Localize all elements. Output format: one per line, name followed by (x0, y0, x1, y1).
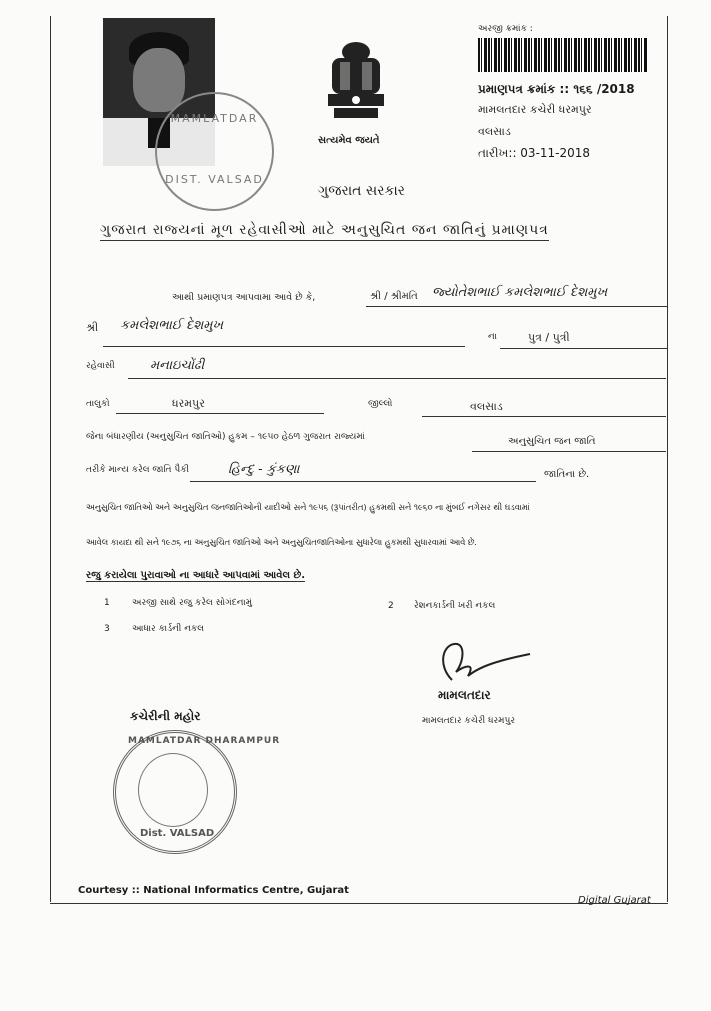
doc-2-number: 2 (388, 601, 394, 611)
category: અનુસુચિત જન જાતિ (508, 436, 596, 447)
frame-bottom-rule (50, 903, 668, 904)
paragraph-2: આવેલ કાયદા થી સને ૧૯૭૬ ના અનુસુચિત જાતિઓ અને અનુસુચિતજાતિઓના સુધારેલા હુકમથી સુધારવામાં આવે છે. (86, 537, 477, 547)
shri-label: શ્રી (86, 321, 99, 334)
taluka-underline (116, 413, 324, 414)
emblem-motto: સત્યમેવ જયતે (318, 135, 380, 146)
doc-3-number: 3 (104, 624, 110, 634)
photo-stamp: MAMLATDAR DIST. VALSAD (155, 92, 274, 211)
paragraph-1: અનુસુચિત જાતિઓ અને અનુસુચિત જનજાતિઓની યાદીઓ સને ૧૯૫૬ (રૂપાંતરીત) હુકમથી સને ૧૯૬૦ ના મુંબઈ નગેસર થી ઘડવામાં (86, 502, 530, 512)
order-text: જેના બંધારણીય (અનુસુચિત જાતિઓ) હુકમ – ૧૯૫૦ હેઠળ ગુજરાત રાજ્યમાં (86, 432, 365, 442)
signatory-title: મામલતદાર (438, 688, 491, 702)
seal-top-text: MAMLATDAR DHARAMPUR (128, 736, 281, 746)
caste: હિન્દુ - કુંકણા (228, 462, 300, 477)
doc-3-text: આધાર કાર્ડની નકલ (132, 624, 205, 634)
father-name: કમલેશભાઈ દેશમુખ (120, 318, 224, 333)
recognized-text: તરીકે માન્ય કરેલ જાતિ પૈકી (86, 465, 190, 475)
caste-underline (190, 481, 536, 482)
na-label: ના (488, 332, 497, 342)
taluka: ધરમપુર (172, 397, 205, 410)
barcode (478, 38, 648, 72)
resident-label: રહેવાસી (86, 361, 115, 371)
office-seal-label: કચેરીની મહોર (130, 709, 201, 723)
application-number-label: અરજી ક્રમાંક : (478, 24, 533, 34)
applicant-name: જ્યોતેશભાઈ કમલેશભાઈ દેશમુખ (432, 285, 608, 300)
header-office: મામલતદાર કચેરી ધરમપુર (478, 103, 592, 116)
intro-text: આથી પ્રમાણપત્ર આપવામા આવે છે કે, (172, 292, 316, 303)
digital-gujarat-brand: Digital Gujarat (578, 895, 651, 906)
category-underline (472, 451, 666, 452)
certificate-number: પ્રમાણપત્ર ક્રમાંક :: ૧૬૬ /2018 (478, 82, 635, 96)
district: વલસાડ (470, 400, 503, 413)
government-title: ગુજરાત સરકાર (318, 183, 405, 199)
office-seal-emblem-icon (138, 753, 208, 827)
honorific: શ્રી / શ્રીમતિ (370, 291, 418, 302)
district-label: જીલ્લો (368, 399, 393, 409)
signature-icon (418, 636, 538, 692)
father-underline (103, 346, 465, 347)
caste-suffix: જાતિના છે. (544, 469, 590, 480)
courtesy-text: Courtesy :: National Informatics Centre, Gujarat (78, 885, 349, 896)
relation: પુત્ર / પુત્રી (528, 331, 570, 344)
taluka-label: તાલુકો (86, 399, 110, 409)
certificate-heading: ગુજરાત રાજ્યનાં મૂળ રહેવાસીઓ માટે અનુસુચિત જન જાતિનું પ્રમાણપત્ર (100, 222, 549, 241)
doc-1-number: 1 (104, 598, 110, 608)
signatory-office: મામલતદાર કચેરી ધરમપુર (422, 716, 515, 726)
village: મનાઇચોંઢી (150, 358, 205, 373)
district-underline (422, 416, 666, 417)
header-district: વલસાડ (478, 125, 511, 138)
seal-bottom-text: Dist. VALSAD (140, 828, 215, 839)
issue-date: તારીખ:: 03-11-2018 (478, 146, 591, 160)
name-underline (366, 306, 668, 307)
relation-underline (500, 348, 668, 349)
doc-2-text: રેશનકાર્ડની ખરી નકલ (414, 601, 496, 611)
village-underline (128, 378, 666, 379)
doc-1-text: અરજી સાથે રજુ કરેલ સોગંદનામું (132, 598, 253, 608)
documents-heading: રજુ કરાયેલા પુરાવાઓ ના આધારે આપવામાં આવેલ છે. (86, 570, 306, 581)
national-emblem-icon (318, 38, 394, 134)
